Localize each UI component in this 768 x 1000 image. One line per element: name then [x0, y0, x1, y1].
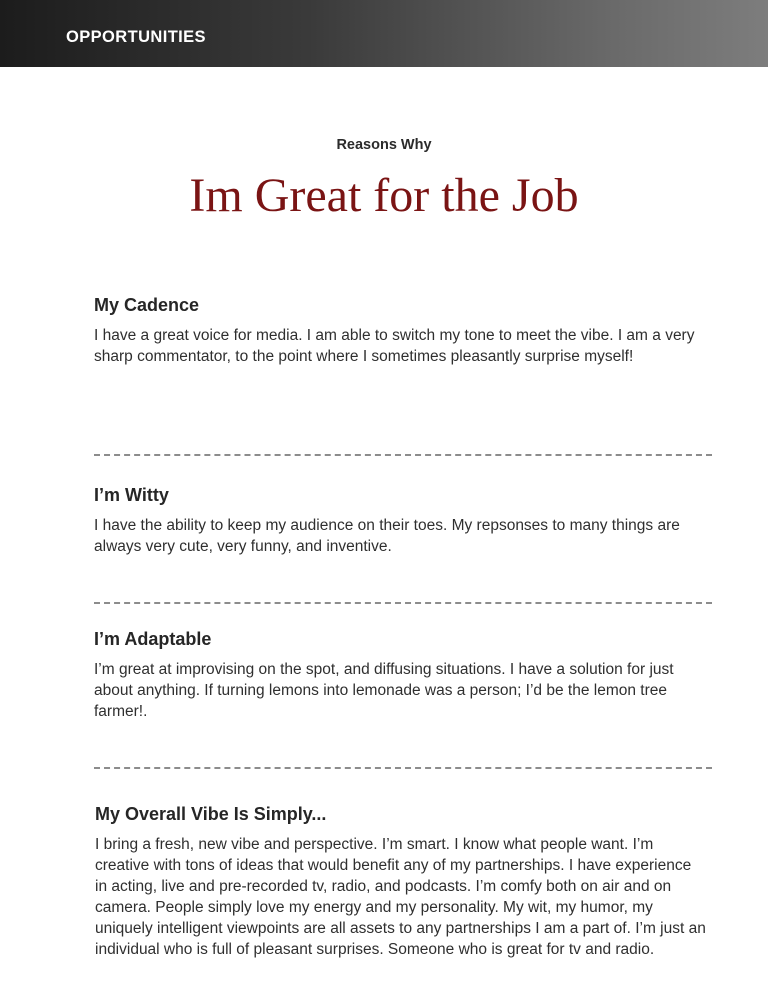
section-body: I’m great at improvising on the spot, and diffusing situations. I have a solution for just about anything. If turning lemons into lemonade was a person; I’d be the lemon tree farmer!.	[94, 661, 674, 720]
section-body: I have a great voice for media. I am able to switch my tone to meet the vibe. I am a very sharp commentator, to the point where I sometimes pleasantly surprise myself!	[94, 327, 695, 365]
section-heading: I’m Adaptable	[94, 629, 212, 649]
section-heading: I’m Witty	[94, 485, 169, 505]
section-witty	[94, 483, 706, 557]
section-body: I have the ability to keep my audience on their toes. My repsonses to many things are always very cute, very funny, and inventive.	[94, 517, 680, 555]
section-body: I bring a fresh, new vibe and perspective. I’m smart. I know what people want. I’m creative with tons of ideas that would benefit any of my partnerships. I have experience in acting, live and pre-recorded tv, radio, and podcasts. I’m comfy both on air and on camera. People simply love my energy and my personality. My wit, my humor, my uniquely intelligent viewpoints are all assets to any partnerships I am a part of. I’m just an individual who is full of pleasant surprises. Someone who is great for tv and radio.	[95, 836, 706, 958]
section-heading: My Overall Vibe Is Simply...	[95, 804, 327, 824]
section-heading: My Cadence	[94, 295, 200, 315]
header-bar	[0, 0, 768, 67]
eyebrow-text: Reasons Why	[336, 137, 432, 153]
section-adaptable	[94, 627, 706, 722]
section-overall-vibe	[95, 802, 707, 960]
dashed-divider	[94, 454, 712, 456]
dashed-divider	[94, 602, 712, 604]
dashed-divider	[94, 767, 712, 769]
page-title: Im Great for the Job	[189, 169, 579, 222]
header-label: OPPORTUNITIES	[66, 28, 206, 46]
section-cadence	[94, 293, 706, 367]
